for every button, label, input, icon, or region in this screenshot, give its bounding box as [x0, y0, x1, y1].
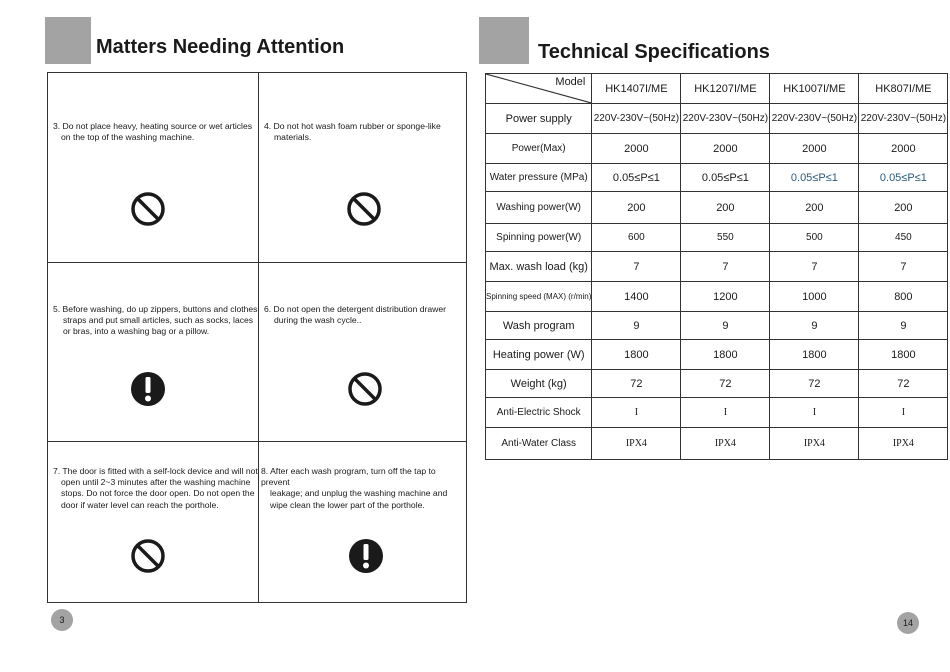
attention-item-7: [53, 466, 261, 511]
spec-row: [486, 224, 948, 252]
model-name: HK1407I/ME: [592, 74, 681, 104]
spec-table: [485, 73, 948, 460]
prohibited-icon: [347, 371, 383, 407]
spec-value: 72: [592, 370, 681, 398]
attention-item-7-line2: open until 2~3 minutes after the washing machine: [61, 477, 251, 488]
spec-label: Anti-Electric Shock: [486, 398, 592, 428]
warning-icon: [348, 538, 384, 574]
spec-value: 220V-230V~(50Hz): [592, 104, 681, 134]
grid-divider-row2: [48, 441, 466, 442]
prohibited-icon: [130, 538, 166, 574]
spec-value: 72: [859, 370, 948, 398]
spec-header-row: [486, 74, 948, 104]
spec-value: IPX4: [592, 428, 681, 460]
attention-item-5: [53, 304, 258, 338]
spec-value: 2000: [859, 134, 948, 164]
attention-item-3-line1: 3. Do not place heavy, heating source or wet articles: [53, 121, 253, 131]
left-page-number: 3: [51, 609, 73, 631]
spec-value: 2000: [770, 134, 859, 164]
prohibited-icon: [346, 191, 382, 227]
spec-value: I: [859, 398, 948, 428]
spec-value: 550: [681, 224, 770, 252]
spec-value: 2000: [681, 134, 770, 164]
spec-value: 2000: [592, 134, 681, 164]
spec-value: 9: [859, 312, 948, 340]
spec-value: 9: [592, 312, 681, 340]
spec-row: [486, 192, 948, 224]
spec-value: 200: [770, 192, 859, 224]
spec-value: 9: [681, 312, 770, 340]
attention-item-4-line1: 4. Do not hot wash foam rubber or sponge-like: [264, 121, 441, 131]
grid-divider-vertical: [258, 73, 259, 602]
spec-value: 0.05≤P≤1: [681, 164, 770, 192]
spec-row: [486, 252, 948, 282]
spec-value: 500: [770, 224, 859, 252]
right-page-title: Technical Specifications: [538, 41, 770, 63]
attention-item-6-line1: 6. Do not open the detergent distribution drawer: [264, 304, 447, 314]
spec-value: 200: [681, 192, 770, 224]
spec-row: [486, 370, 948, 398]
spec-value: 1800: [681, 340, 770, 370]
attention-item-8: [261, 466, 466, 511]
spec-value: 220V-230V~(50Hz): [770, 104, 859, 134]
spec-label: Power supply: [486, 104, 592, 134]
right-header-block: [479, 17, 529, 64]
spec-value: 450: [859, 224, 948, 252]
spec-value: 220V-230V~(50Hz): [859, 104, 948, 134]
spec-value: 7: [592, 252, 681, 282]
spec-value: IPX4: [681, 428, 770, 460]
right-page-number: 14: [897, 612, 919, 634]
spec-value: 0.05≤P≤1: [770, 164, 859, 192]
spec-row: [486, 104, 948, 134]
spec-value: 600: [592, 224, 681, 252]
attention-item-4-line2: materials.: [274, 132, 312, 143]
spec-value: 9: [770, 312, 859, 340]
spec-value: 7: [859, 252, 948, 282]
prohibited-icon: [130, 191, 166, 227]
spec-value: 1000: [770, 282, 859, 312]
spec-row: [486, 340, 948, 370]
spec-value: 220V-230V~(50Hz): [681, 104, 770, 134]
attention-item-5-line1: 5. Before washing, do up zippers, buttons and clothes: [53, 304, 258, 314]
spec-value: I: [592, 398, 681, 428]
spec-value: 200: [592, 192, 681, 224]
spec-value: 7: [681, 252, 770, 282]
spec-label: Max. wash load (kg): [486, 252, 592, 282]
spec-value: 1800: [770, 340, 859, 370]
spec-label: Water pressure (MPa): [486, 164, 592, 192]
spec-row: [486, 282, 948, 312]
spec-value: 1800: [592, 340, 681, 370]
spec-value: IPX4: [859, 428, 948, 460]
model-name: HK1007I/ME: [770, 74, 859, 104]
spec-label: Power(Max): [486, 134, 592, 164]
spec-label: Weight (kg): [486, 370, 592, 398]
spec-value: I: [770, 398, 859, 428]
spec-value: 72: [770, 370, 859, 398]
spec-value: 1800: [859, 340, 948, 370]
spec-value: 0.05≤P≤1: [859, 164, 948, 192]
attention-item-5-line2: straps and put small articles, such as socks, laces: [63, 315, 254, 326]
attention-item-6: [264, 304, 464, 326]
spec-row: [486, 164, 948, 192]
left-page-title: Matters Needing Attention: [96, 36, 345, 58]
spec-value: IPX4: [770, 428, 859, 460]
spec-label: Anti-Water Class: [486, 428, 592, 460]
spec-label: Spinning speed (MAX) (r/min): [486, 282, 592, 312]
spec-value: I: [681, 398, 770, 428]
spec-value: 72: [681, 370, 770, 398]
attention-item-8-line2: leakage; and unplug the washing machine and: [270, 488, 448, 499]
spec-value: 200: [859, 192, 948, 224]
spec-header-corner: [486, 74, 592, 104]
spec-value: 800: [859, 282, 948, 312]
spec-row: [486, 428, 948, 460]
model-name: HK1207I/ME: [681, 74, 770, 104]
spec-value: 1400: [592, 282, 681, 312]
spec-label: Wash program: [486, 312, 592, 340]
spec-row: [486, 134, 948, 164]
warning-icon: [130, 371, 166, 407]
spec-header-model-label: Model: [555, 76, 586, 88]
attention-item-7-line4: door if water level can reach the porthole.: [61, 499, 219, 510]
attention-item-8-line3: wipe clean the lower part of the porthole.: [270, 499, 425, 510]
spec-value: 7: [770, 252, 859, 282]
spec-label: Washing power(W): [486, 192, 592, 224]
spec-label: Heating power (W): [486, 340, 592, 370]
attention-item-7-line3: stops. Do not force the door open. Do not open the: [61, 488, 255, 499]
spec-row: [486, 312, 948, 340]
spec-value: 0.05≤P≤1: [592, 164, 681, 192]
attention-item-5-line3: or bras, into a washing bag or a pillow.: [63, 326, 210, 337]
spec-label: Spinning power(W): [486, 224, 592, 252]
left-header-block: [45, 17, 91, 64]
spec-row: [486, 398, 948, 428]
model-name: HK807I/ME: [859, 74, 948, 104]
attention-item-8-line1: 8. After each wash program, turn off the tap to prevent: [261, 466, 436, 488]
spec-value: 1200: [681, 282, 770, 312]
attention-item-3: [53, 121, 258, 143]
attention-item-7-line1: 7. The door is fitted with a self-lock device and will not: [53, 466, 258, 476]
attention-item-4: [264, 121, 464, 143]
attention-item-3-line2: on the top of the washing machine.: [61, 132, 195, 143]
grid-divider-row1: [48, 262, 466, 263]
attention-item-6-line2: during the wash cycle..: [274, 315, 362, 326]
